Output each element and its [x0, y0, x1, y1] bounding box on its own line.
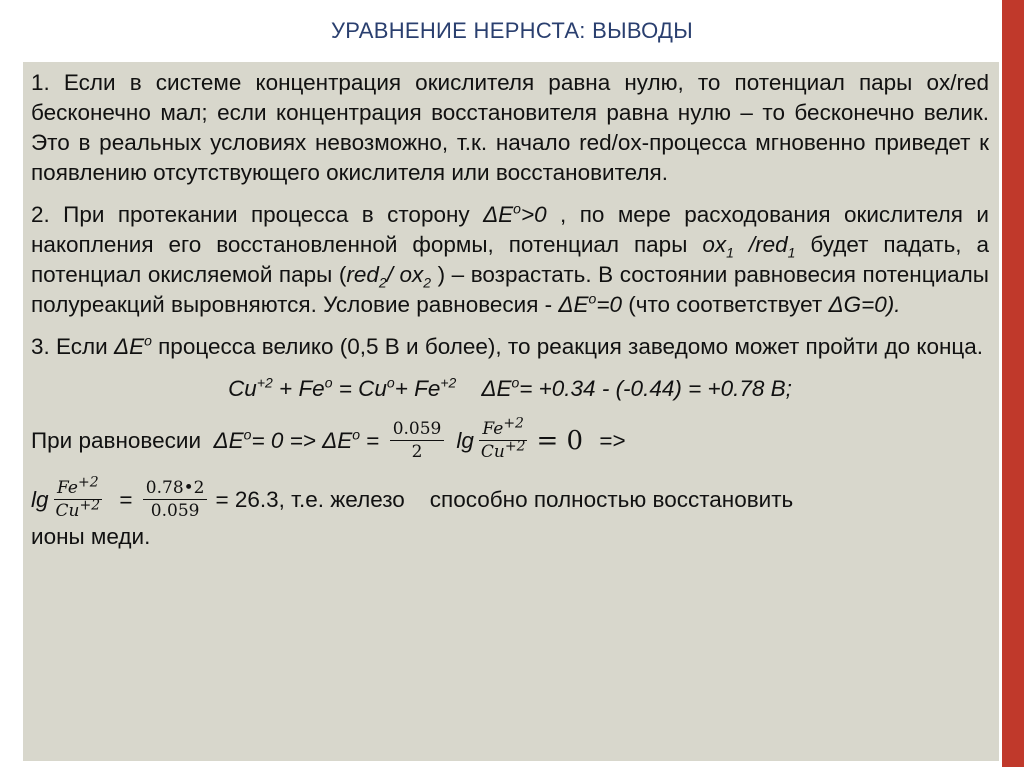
lg-result-equation: lg $\frac{Fe^{+2}}{Cu^{+2}}$ = $\frac{0.78•2}{0.059}$ = 26.3, т.е. железо способно полностью восстановить	[31, 474, 794, 521]
accent-bar	[1002, 0, 1024, 767]
reaction-equation: $Cu^{+2} + Fe^o = Cu^o+ Fe^{+2}$ $\Delta E^o= +0.34 - (-0.44) = +0.78$ В;	[228, 374, 792, 401]
fraction-078x2-over-0059: $\frac{0.78•2}{0.059}$	[143, 477, 208, 522]
fraction-fe-over-cu-2: $\frac{Fe^{+2}}{Cu^{+2}}$	[55, 474, 101, 521]
slide-title: УРАВНЕНИЕ НЕРНСТА: ВЫВОДЫ	[330, 18, 694, 43]
fraction-fe-over-cu: $\frac{Fe^{+2}}{Cu^{+2}}$	[480, 415, 526, 462]
paragraph-2: 2. При протекании процесса в сторону $\Delta E^o>0$ , по мере расходования окислителя и накопления его восстановленной формы, потенциал пары $ox_1$ /red$_1$ будет падать, а потенциал окисляемой пары (red$_2$/ $ox_2$ ) – возрастать. В состоянии равновесия потенциалы полуреакций выровняются. Условие равновесия - $\Delta E^o=0$ (что соответствует ΔG=0).	[31, 200, 989, 317]
paragraph-3: 3. Если $\Delta E^o$ процесса велико (0,5 В и более), то реакция заведомо может пройти до конца.	[31, 332, 984, 359]
final-line: ионы меди.	[31, 524, 151, 549]
content-panel	[23, 62, 999, 761]
equilibrium-equation: При равновесии $\Delta E^o= 0 => \Delta E^o$ = $\frac{0.059}{2}$ lg $\frac{Fe^{+2}}{Cu^{+2}}$ = 0 =>	[31, 415, 626, 462]
fraction-0059-over-2: $\frac{0.059}{2}$	[390, 418, 445, 463]
paragraph-1: 1. Если в системе концентрация окислителя равна нулю, то потенциал пары ox/red бесконечно мал; если концентрация восстановителя равна нулю – то бесконечно велик. Это в реальных условиях невозможно, т.к. начало red/ox-процесса мгновенно приведет к появлению отсутствующего окислителя или восстановителя.	[31, 70, 989, 185]
